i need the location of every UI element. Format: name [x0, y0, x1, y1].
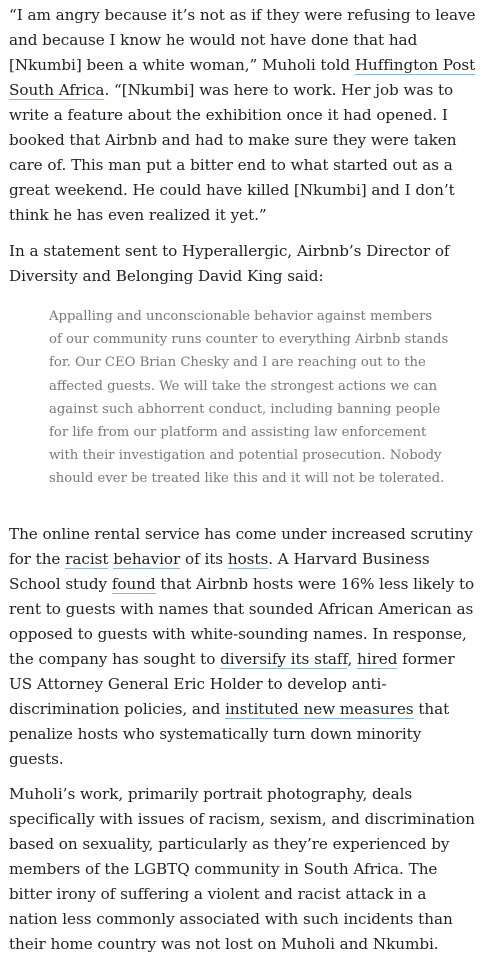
paragraph-muholi-quote [9, 3, 477, 228]
article-body [9, 3, 477, 957]
paragraph-text: . “[Nkumbi] was here to work. Her job was to write a feature about the exhibition once it had opened. I booked that Airbnb and had to make sure they were taken care of. This man put a bitter end to what started out as a great weekend. He could have killed [Nkumbi] and I don’t think he has even realized it yet.” [9, 81, 457, 224]
blockquote-airbnb-statement: Appalling and unconscionable behavior against members of our community runs counter to everything Airbnb stands for. Our CEO Brian Chesky and I are reaching out to the affected guests. We will take the strongest actions we can against such abhorrent conduct, including banning people for life from our platform and assisting law enforcement with their investigation and potential prosecution. Nobody should ever be treated like this and it will not be tolerated. [49, 309, 449, 487]
link-huffington-post[interactable]: Huffington Post South Africa [9, 56, 476, 99]
link-found[interactable]: found [111, 574, 156, 593]
link-racist[interactable]: racist [65, 549, 109, 568]
paragraph-airbnb-statement-intro: In a statement sent to Hyperallergic, Airbnb’s Director of Diversity and Belonging David King said: [9, 242, 450, 285]
link-diversify-its-staff[interactable]: diversify its staff [220, 649, 348, 668]
paragraph-text: The online rental service has come under increased scrutiny for the [9, 524, 473, 568]
link-hosts[interactable]: hosts [227, 549, 269, 568]
paragraph-text: former US Attorney General Eric Holder to develop anti-discrimination policies, and [9, 649, 455, 718]
paragraph-text: , [347, 649, 358, 668]
paragraph-muholi-work: Muholi’s work, primarily portrait photography, deals specifically with issues of racism, sexism, and discrimination based on sexuality, particularly as they’re experienced by members of the LGBTQ community in South Africa. The bitter irony of suffering a violent and racist attack in a nation less commonly associated with such incidents than their home country was not lost on Muholi and Nkumbi. [9, 784, 475, 953]
paragraph-text: of its [180, 549, 228, 568]
blockquote-wrapper [9, 305, 477, 509]
paragraph-text: . A Harvard Business School study [9, 549, 430, 593]
paragraph-rental-scrutiny [9, 522, 477, 772]
paragraph-text: that penalize hosts who systematically turn down minority guests. [9, 699, 450, 768]
paragraph-text: “I am angry because it’s not as if they were refusing to leave and because I know he would not have done that had [Nkumbi] been a white woman,” Muholi told [9, 6, 476, 74]
link-behavior[interactable]: behavior [113, 549, 181, 568]
link-hired[interactable]: hired [357, 649, 398, 668]
paragraph-text: that Airbnb hosts were 16% less likely to rent to guests with names that sounded African American as opposed to guests with white-sounding names. In response, the company has sought to [9, 574, 475, 668]
link-instituted-new-measures[interactable]: instituted new measures [225, 699, 414, 718]
